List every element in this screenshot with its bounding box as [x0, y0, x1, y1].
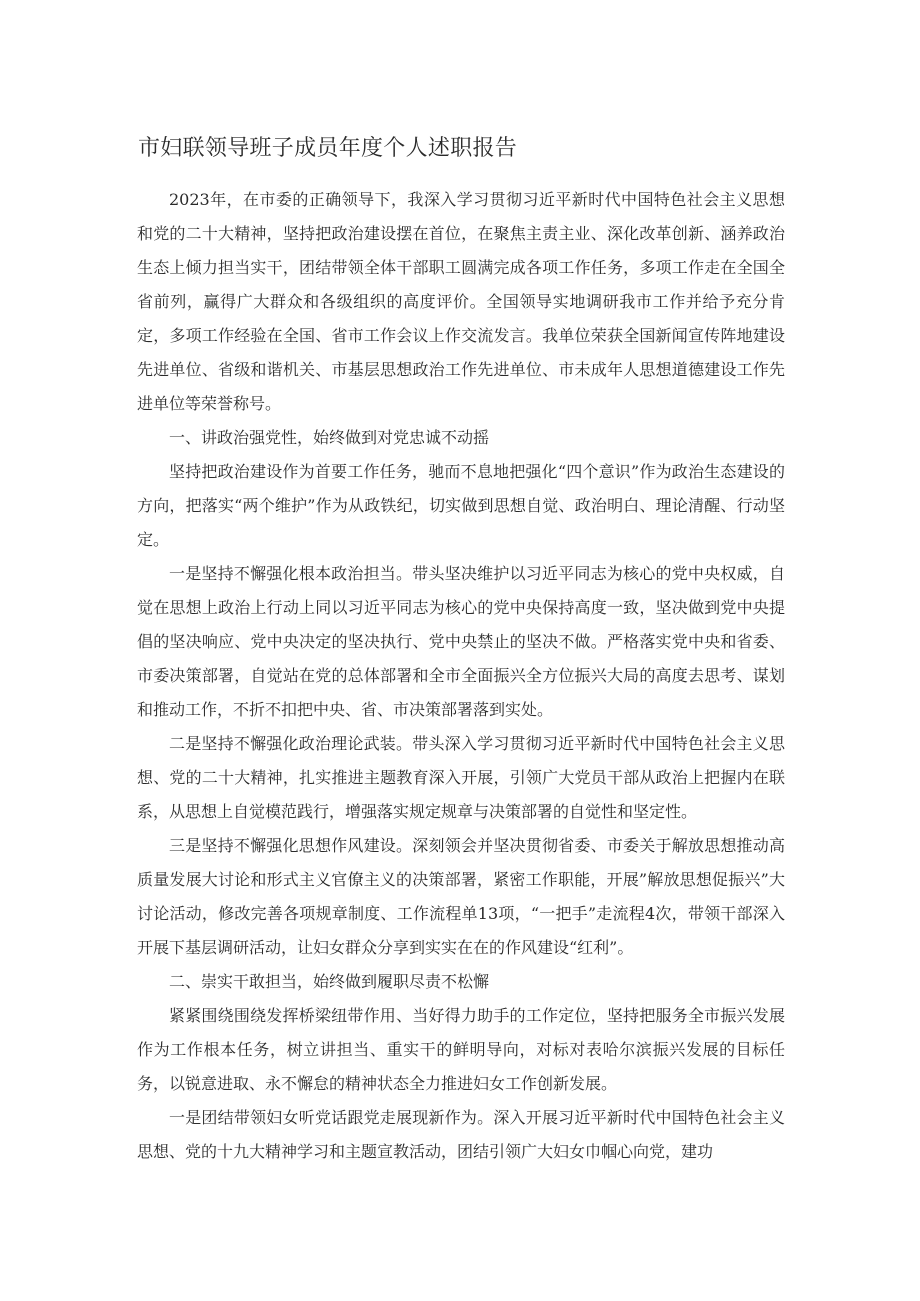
- paragraph-intro: 2023年，在市委的正确领导下，我深入学习贯彻习近平新时代中国特色社会主义思想和党的二十大精神，坚持把政治建设摆在首位，在聚焦主责主业、深化改革创新、涵养政治生态上倾力担当实干，团结带领全体干部职工圆满完成各项工作任务，多项工作走在全国全省前列，赢得广大群众和各级组织的高度评价。全国领导实地调研我市工作并给予充分肯定，多项工作经验在全国、省市工作会议上作交流发言。我单位荣获全国新闻宣传阵地建设先进单位、省级和谐机关、市基层思想政治工作先进单位、市未成年人思想道德建设工作先进单位等荣誉称号。: [137, 190, 785, 413]
- section-heading-1: 一、讲政治强党性，始终做到对党忠诚不动摇: [169, 428, 490, 447]
- paragraph-item-1-2: 二是坚持不懈强化政治理论武装。带头深入学习贯彻习近平新时代中国特色社会主义思想、党的二十大精神，扎实推进主题教育深入开展，引领广大党员干部从政治上把握内在联系，从思想上自觉模范践行，增强落实规定规章与决策部署的自觉性和坚定性。: [137, 734, 785, 821]
- paragraph-item-2-1: 一是团结带领妇女听党话跟党走展现新作为。深入开展习近平新时代中国特色社会主义思想、党的十九大精神学习和主题宣教活动，团结引领广大妇女巾帼心向党，建功: [137, 1108, 785, 1161]
- paragraph-item-1-1: 一是坚持不懈强化根本政治担当。带头坚决维护以习近平同志为核心的党中央权威，自觉在思想上政治上行动上同以习近平同志为核心的党中央保持高度一致，坚决做到党中央提倡的坚决响应、党中央决定的坚决执行、党中央禁止的坚决不做。严格落实党中央和省委、市委决策部署，自觉站在党的总体部署和全市全面振兴全方位振兴大局的高度去思考、谋划和推动工作，不折不扣把中央、省、市决策部署落到实处。: [137, 564, 785, 719]
- document-title: 市妇联领导班子成员年度个人述职报告: [138, 136, 518, 161]
- paragraph-section-2-intro: 紧紧围绕围绕发挥桥梁纽带作用、当好得力助手的工作定位，坚持把服务全市振兴发展作为工作根本任务，树立讲担当、重实干的鲜明导向，对标对表哈尔滨振兴发展的目标任务，以锐意进取、永不懈怠的精神状态全力推进妇女工作创新发展。: [137, 1006, 785, 1093]
- section-heading-2: 二、崇实干敢担当，始终做到履职尽责不松懈: [169, 972, 490, 991]
- document-body: [137, 183, 785, 1169]
- paragraph-section-1-intro: 坚持把政治建设作为首要工作任务，驰而不息地把强化“四个意识”作为政治生态建设的方向，把落实“两个维护”作为从政铁纪，切实做到思想自觉、政治明白、理论清醒、行动坚定。: [137, 462, 785, 549]
- paragraph-item-1-3: 三是坚持不懈强化思想作风建设。深刻领会并坚决贯彻省委、市委关于解放思想推动高质量发展大讨论和形式主义官僚主义的决策部署，紧密工作职能，开展”解放思想促振兴”大讨论活动，修改完善各项规章制度、工作流程单13项，“一把手”走流程4次，带领干部深入开展下基层调研活动，让妇女群众分享到实实在在的作风建设“红利”。: [137, 836, 785, 957]
